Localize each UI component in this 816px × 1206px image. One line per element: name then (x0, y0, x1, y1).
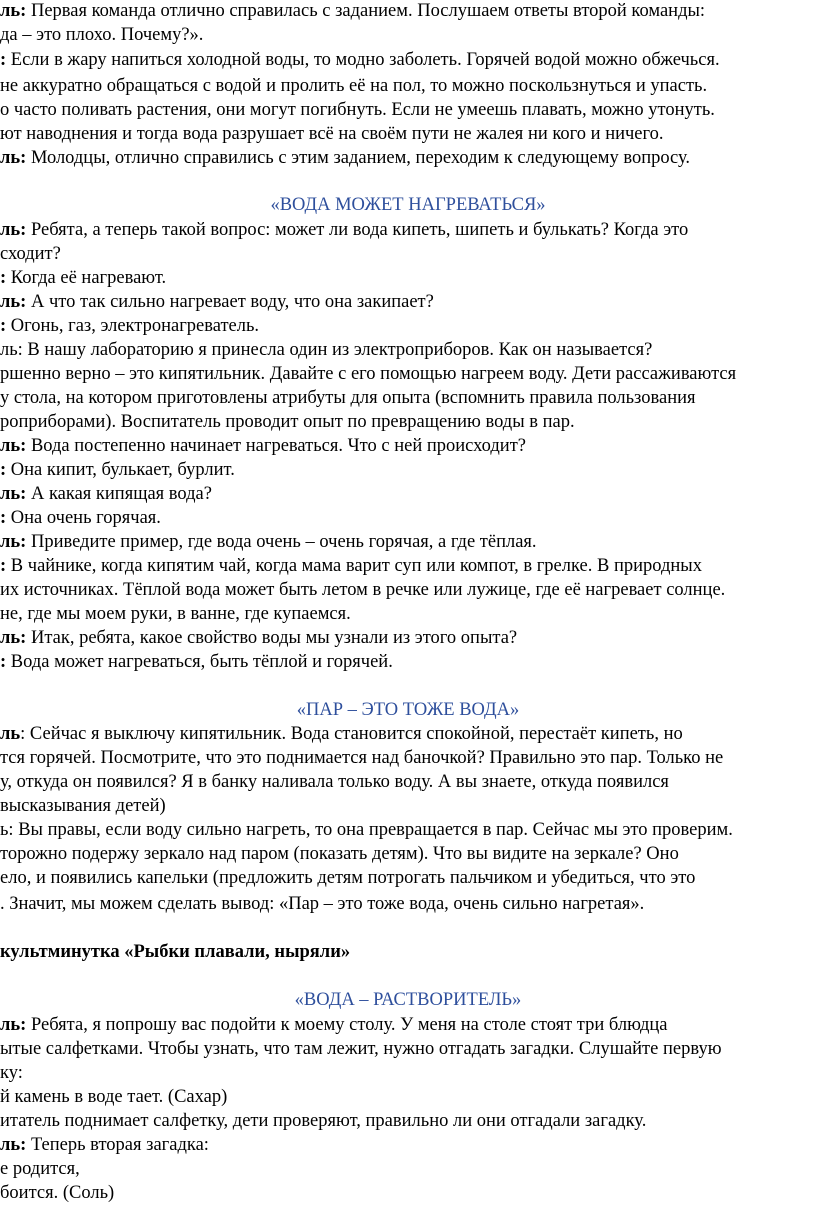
text-line (0, 578, 816, 603)
line-text: Огонь, газ, электронагреватель. (6, 316, 260, 336)
text-line (0, 866, 816, 891)
speaker-label: ль: (0, 1, 27, 21)
line-text: у, откуда он появился? Я в банку наливала только воду. А вы знаете, откуда появился (0, 772, 669, 792)
line-text: е родится, (0, 1159, 80, 1179)
text-line (0, 314, 816, 339)
text-line (0, 458, 816, 483)
speaker-label: ль: (0, 1015, 27, 1035)
text-line (0, 554, 816, 579)
text-line (0, 266, 816, 291)
text-line (0, 242, 816, 267)
line-text: й камень в воде тает. (Сахар) (0, 1087, 228, 1107)
text-line (0, 0, 816, 24)
line-text: тся горячей. Посмотрите, что это поднимается над баночкой? Правильно это пар. Только не (0, 748, 724, 768)
text-line (0, 770, 816, 795)
speaker-label: : (0, 50, 7, 70)
section-heading: «ВОДА – РАСТВОРИТЕЛЬ» (294, 990, 522, 1010)
speaker-label: ль: (0, 1135, 27, 1155)
text-line (0, 1037, 816, 1062)
speaker-label: ль: (0, 220, 27, 240)
speaker-label: : (0, 508, 7, 528)
text-line (0, 530, 816, 555)
text-line (0, 602, 816, 627)
text-line (0, 98, 816, 123)
text-line (0, 410, 816, 435)
line-text: ршенно верно – это кипятильник. Давайте с его помощью нагреем воду. Дети рассаживаются (0, 364, 737, 384)
text-line (0, 722, 816, 747)
text-line (0, 386, 816, 411)
line-text: ытые салфетками. Чтобы узнать, что там лежит, нужно отгадать загадки. Слушайте первую (0, 1039, 722, 1059)
line-text: В чайнике, когда кипятим чай, когда мама варит суп или компот, в грелке. В природных (6, 556, 702, 576)
text-line (0, 650, 816, 675)
text-line (0, 818, 816, 843)
line-text: Вода может нагреваться, быть тёплой и горячей. (6, 652, 393, 672)
speaker-label: ль: (0, 436, 27, 456)
line-text: их источниках. Тёплой вода может быть летом в речке или лужице, где её нагревает солнце. (0, 580, 726, 600)
line-text: не, где мы моем руки, в ванне, где купаемся. (0, 604, 351, 624)
line-text: Если в жару напиться холодной воды, то модно заболеть. Горячей водой можно обжечься. (6, 50, 720, 70)
line-text: ют наводнения и тогда вода разрушает всё на своём пути не жалея ни кого и ничего. (0, 124, 664, 144)
line-text: не аккуратно обращаться с водой и пролить её на пол, то можно поскользнуться и упасть. (0, 76, 708, 96)
line-text: Итак, ребята, какое свойство воды мы узнали из этого опыта? (26, 628, 518, 648)
text-line (0, 1157, 816, 1182)
text-line (0, 482, 816, 507)
text-line (0, 1133, 816, 1158)
line-text: Теперь вторая загадка: (26, 1135, 209, 1155)
line-text: ль: В нашу лабораторию я принесла один из электроприборов. Как он называется? (0, 340, 653, 360)
speaker-label: ль: (0, 628, 27, 648)
text-line (0, 1085, 816, 1110)
speaker-label: : (0, 268, 7, 288)
line-text: Первая команда отлично справилась с заданием. Послушаем ответы второй команды: (26, 1, 706, 21)
line-text: Приведите пример, где вода очень – очень горячая, а где тёплая. (26, 532, 537, 552)
text-line (0, 1181, 816, 1206)
speaker-label: ль: (0, 484, 27, 504)
line-text: Когда её нагревают. (6, 268, 167, 288)
line-text: Ребята, я попрошу вас подойти к моему столу. У меня на столе стоят три блюдца (26, 1015, 668, 1035)
line-text: Молодцы, отлично справились с этим заданием, переходим к следующему вопросу. (26, 148, 691, 168)
text-line (0, 290, 816, 315)
line-text: итатель поднимает салфетку, дети проверяют, правильно ли они отгадали загадку. (0, 1111, 647, 1131)
text-line (0, 338, 816, 363)
line-text: ь: Вы правы, если воду сильно нагреть, то она превращается в пар. Сейчас мы это проверим. (0, 820, 733, 840)
speaker-label: : (0, 652, 7, 672)
text-line (0, 146, 816, 171)
speaker-label: ль: (0, 148, 27, 168)
line-text: ку: (0, 1063, 23, 1083)
speaker-label: : (0, 316, 7, 336)
line-text: роприборами). Воспитатель проводит опыт по превращению воды в пар. (0, 412, 575, 432)
section-heading: «ВОДА МОЖЕТ НАГРЕВАТЬСЯ» (270, 195, 546, 215)
text-line (0, 1061, 816, 1086)
break-title: культминутка «Рыбки плавали, ныряли» (0, 942, 351, 962)
line-text: боится. (Соль) (0, 1183, 115, 1203)
text-line (0, 1013, 816, 1038)
speaker-label: ль: (0, 292, 27, 312)
line-text: Она кипит, булькает, бурлит. (6, 460, 235, 480)
text-line (0, 1109, 816, 1134)
text-line (0, 626, 816, 651)
line-text: : Сейчас я выключу кипятильник. Вода становится спокойной, перестаёт кипеть, но (20, 724, 683, 744)
text-line (0, 122, 816, 147)
text-line (0, 794, 816, 819)
line-text: Она очень горячая. (6, 508, 161, 528)
text-line (0, 74, 816, 99)
text-line (0, 746, 816, 771)
line-text: о часто поливать растения, они могут погибнуть. Если не умеешь плавать, можно утонуть. (0, 100, 715, 120)
speaker-label: : (0, 556, 7, 576)
line-text: А какая кипящая вода? (26, 484, 212, 504)
text-line (0, 218, 816, 243)
section-heading: «ПАР – ЭТО ТОЖЕ ВОДА» (296, 700, 520, 720)
text-line (0, 434, 816, 459)
line-text: сходит? (0, 244, 61, 264)
speaker-label: ль: (0, 532, 27, 552)
line-text: Ребята, а теперь такой вопрос: может ли вода кипеть, шипеть и булькать? Когда это (26, 220, 689, 240)
line-text: . Значит, мы можем сделать вывод: «Пар – это тоже вода, очень сильно нагретая». (0, 894, 645, 914)
line-text: да – это плохо. Почему?». (0, 25, 204, 45)
line-text: ело, и появились капельки (предложить детям потрогать пальчиком и убедиться, что это (0, 868, 696, 888)
text-line (0, 362, 816, 387)
line-text: высказывания детей) (0, 796, 166, 816)
text-line (0, 48, 816, 73)
line-text: Вода постепенно начинает нагреваться. Что с ней происходит? (26, 436, 526, 456)
text-line (0, 892, 816, 917)
text-line (0, 506, 816, 531)
text-line (0, 23, 816, 48)
speaker-label: ль (0, 724, 21, 744)
line-text: торожно подержу зеркало над паром (показать детям). Что вы видите на зеркале? Оно (0, 844, 679, 864)
speaker-label: : (0, 460, 7, 480)
line-text: А что так сильно нагревает воду, что она закипает? (26, 292, 434, 312)
line-text: у стола, на котором приготовлены атрибуты для опыта (вспомнить правила пользования (0, 388, 696, 408)
text-line (0, 842, 816, 867)
